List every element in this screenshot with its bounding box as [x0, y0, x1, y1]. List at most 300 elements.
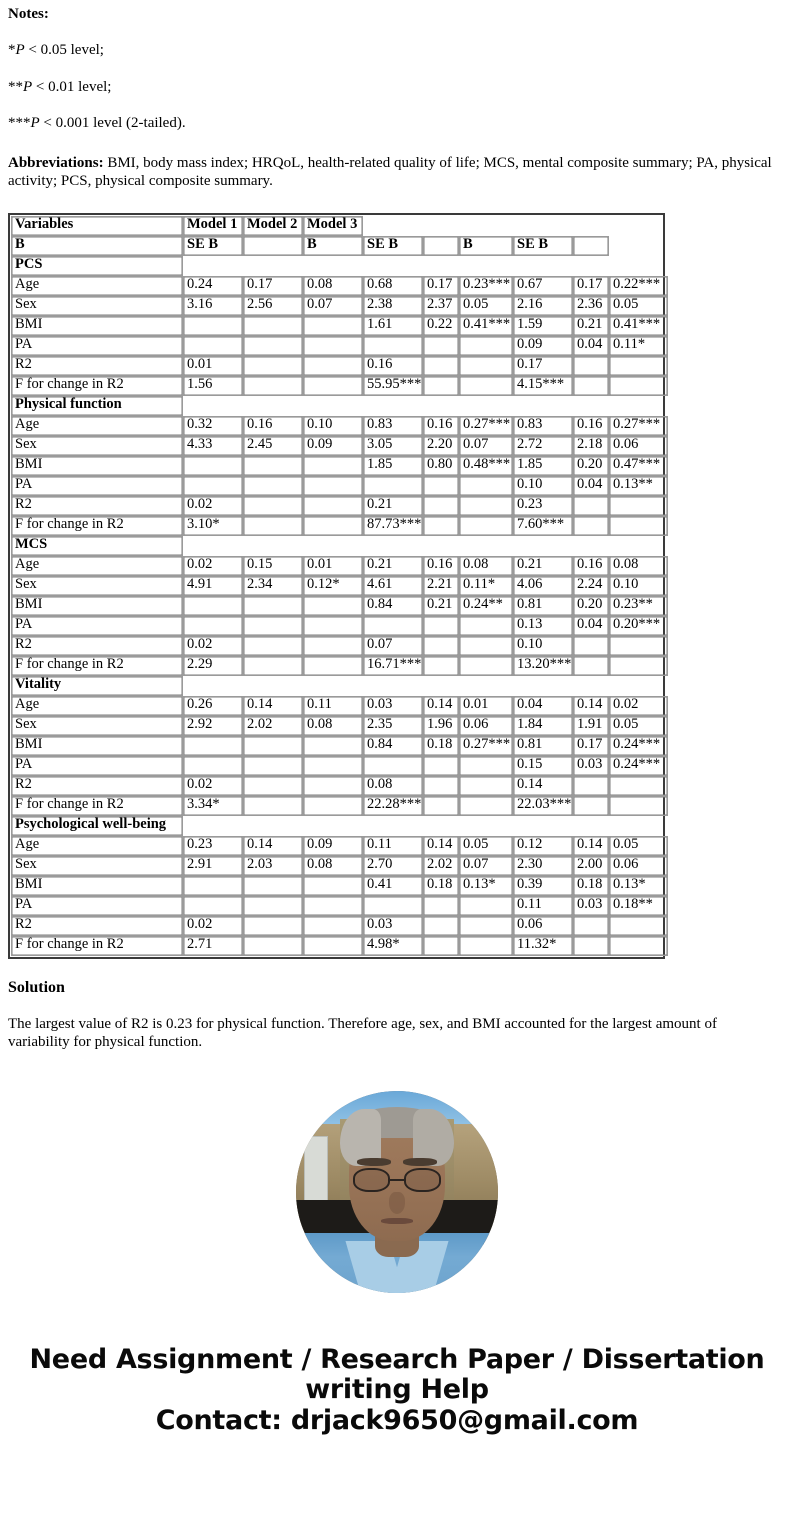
data-cell	[303, 756, 363, 776]
data-cell: 0.07	[459, 436, 513, 456]
abbreviations-label: Abbreviations:	[8, 155, 104, 171]
photo-glasses-bridge	[390, 1179, 404, 1181]
data-cell: 0.08	[363, 776, 423, 796]
section-title-pcs: PCS	[11, 256, 183, 276]
data-cell	[573, 636, 609, 656]
empty-cell	[459, 676, 513, 696]
empty-cell	[609, 816, 668, 836]
data-cell: 0.18	[573, 876, 609, 896]
empty-cell	[573, 816, 609, 836]
note-line-p01	[8, 79, 786, 96]
data-cell: 0.16	[423, 556, 459, 576]
empty-cell	[183, 816, 243, 836]
data-cell: 3.10*	[183, 516, 243, 536]
data-cell: 2.56	[243, 296, 303, 316]
empty-cell	[363, 676, 423, 696]
note-italic-p: P	[23, 78, 33, 95]
table-row	[11, 516, 668, 536]
table-row	[11, 456, 668, 476]
data-cell: 0.21	[363, 556, 423, 576]
data-cell: 0.07	[303, 296, 363, 316]
data-cell: 0.17	[513, 356, 573, 376]
table-row	[11, 356, 668, 376]
data-cell: 2.21	[423, 576, 459, 596]
data-cell	[243, 616, 303, 636]
table-row	[11, 476, 668, 496]
data-cell: 87.73***	[363, 516, 423, 536]
data-cell: 16.71***	[363, 656, 423, 676]
data-cell: 1.84	[513, 716, 573, 736]
table-row	[11, 376, 668, 396]
photo-lens-left	[353, 1168, 390, 1192]
note-rest: < 0.001 level (2-tailed).	[39, 114, 186, 131]
table-row	[11, 796, 668, 816]
data-cell	[423, 356, 459, 376]
data-cell	[459, 616, 513, 636]
row-label-pa: PA	[11, 336, 183, 356]
empty-cell	[513, 396, 573, 416]
empty-cell	[513, 256, 573, 276]
data-cell: 0.06	[459, 716, 513, 736]
data-cell: 2.02	[423, 856, 459, 876]
data-cell: 0.24	[183, 276, 243, 296]
data-cell: 0.14	[573, 836, 609, 856]
data-cell: 0.11	[513, 896, 573, 916]
data-cell	[303, 736, 363, 756]
data-cell: 1.85	[363, 456, 423, 476]
solution-section	[8, 979, 786, 1052]
note-line-p05	[8, 42, 786, 59]
promo-line-3: Contact: drjack9650@gmail.com	[155, 1404, 639, 1436]
data-cell: 0.08	[303, 856, 363, 876]
data-cell: 0.67	[513, 276, 573, 296]
data-cell: 2.36	[573, 296, 609, 316]
row-label-f-for-change-in-r2: F for change in R2	[11, 656, 183, 676]
column-header-variables: Variables	[11, 216, 183, 236]
note-stars: ***	[8, 114, 31, 131]
data-cell	[459, 336, 513, 356]
data-cell	[303, 936, 363, 956]
data-cell: 4.33	[183, 436, 243, 456]
empty-cell	[423, 256, 459, 276]
column-header-se-b-4: SE B	[363, 236, 423, 256]
data-cell	[183, 896, 243, 916]
data-cell	[243, 596, 303, 616]
data-cell: 0.22	[423, 316, 459, 336]
data-cell	[363, 336, 423, 356]
data-cell: 4.91	[183, 576, 243, 596]
data-cell: 55.95***	[363, 376, 423, 396]
empty-cell	[303, 256, 363, 276]
data-cell	[303, 916, 363, 936]
data-cell: 2.29	[183, 656, 243, 676]
data-cell	[183, 476, 243, 496]
data-cell: 2.72	[513, 436, 573, 456]
data-cell: 0.16	[363, 356, 423, 376]
data-cell: 0.12	[513, 836, 573, 856]
empty-cell	[609, 236, 668, 256]
note-italic-p: P	[30, 114, 40, 131]
empty-cell	[513, 536, 573, 556]
row-label-r2: R2	[11, 916, 183, 936]
table-header-row-coefficients	[11, 236, 668, 256]
data-cell	[423, 796, 459, 816]
data-cell: 0.08	[609, 556, 668, 576]
row-label-age: Age	[11, 696, 183, 716]
empty-cell	[573, 256, 609, 276]
data-cell	[183, 456, 243, 476]
data-cell	[303, 776, 363, 796]
empty-cell	[363, 816, 423, 836]
data-cell	[183, 756, 243, 776]
data-cell	[609, 636, 668, 656]
table-row	[11, 416, 668, 436]
data-cell: 2.30	[513, 856, 573, 876]
data-cell: 0.48***	[459, 456, 513, 476]
section-title-mcs: MCS	[11, 536, 183, 556]
data-cell: 0.05	[459, 296, 513, 316]
table-row	[11, 316, 668, 336]
data-cell	[243, 796, 303, 816]
table-row	[11, 556, 668, 576]
data-cell	[183, 616, 243, 636]
data-cell	[243, 636, 303, 656]
data-cell: 2.38	[363, 296, 423, 316]
column-header-se-b-7: SE B	[513, 236, 573, 256]
data-cell: 0.80	[423, 456, 459, 476]
data-cell: 0.11*	[459, 576, 513, 596]
data-cell: 0.23***	[459, 276, 513, 296]
data-cell	[303, 796, 363, 816]
data-cell	[423, 496, 459, 516]
data-cell: 0.03	[573, 756, 609, 776]
empty-cell	[459, 396, 513, 416]
data-cell	[609, 776, 668, 796]
promo-banner	[8, 1345, 786, 1436]
data-cell: 0.10	[513, 636, 573, 656]
data-cell: 0.23**	[609, 596, 668, 616]
row-label-bmi: BMI	[11, 736, 183, 756]
data-cell	[243, 496, 303, 516]
row-label-sex: Sex	[11, 856, 183, 876]
row-label-f-for-change-in-r2: F for change in R2	[11, 376, 183, 396]
row-label-age: Age	[11, 416, 183, 436]
data-cell	[303, 456, 363, 476]
abbreviations-paragraph	[8, 154, 778, 191]
data-cell: 4.98*	[363, 936, 423, 956]
data-cell	[243, 656, 303, 676]
data-cell: 2.91	[183, 856, 243, 876]
table-row	[11, 336, 668, 356]
table-section-row	[11, 256, 668, 276]
data-cell	[573, 356, 609, 376]
data-cell: 0.20	[573, 456, 609, 476]
photo-lens-right	[404, 1168, 441, 1192]
abbreviations-text: BMI, body mass index; HRQoL, health-related quality of life; MCS, mental composite summary; PA, physical activity; PCS, physical composite summary.	[8, 155, 772, 190]
data-cell: 0.20***	[609, 616, 668, 636]
data-cell: 0.14	[423, 836, 459, 856]
data-cell: 0.02	[183, 776, 243, 796]
data-cell	[303, 316, 363, 336]
data-cell	[303, 876, 363, 896]
table-row	[11, 616, 668, 636]
column-header-model-3: Model 3	[303, 216, 363, 236]
row-label-age: Age	[11, 276, 183, 296]
empty-cell	[303, 676, 363, 696]
data-cell: 0.24**	[459, 596, 513, 616]
data-cell	[459, 916, 513, 936]
section-title-psychological-well-being: Psychological well-being	[11, 816, 183, 836]
empty-cell	[459, 536, 513, 556]
data-cell	[243, 876, 303, 896]
table-section-row	[11, 396, 668, 416]
table-row	[11, 936, 668, 956]
row-label-bmi: BMI	[11, 456, 183, 476]
data-cell	[243, 776, 303, 796]
data-cell: 2.20	[423, 436, 459, 456]
data-cell: 0.84	[363, 736, 423, 756]
empty-cell	[423, 676, 459, 696]
data-cell: 0.04	[573, 616, 609, 636]
empty-cell	[243, 816, 303, 836]
data-cell: 0.14	[243, 836, 303, 856]
empty-cell	[303, 396, 363, 416]
table-row	[11, 296, 668, 316]
row-label-sex: Sex	[11, 436, 183, 456]
row-label-r2: R2	[11, 636, 183, 656]
data-cell: 0.05	[609, 296, 668, 316]
data-cell	[303, 616, 363, 636]
data-cell: 0.02	[609, 696, 668, 716]
photo-eyebrow-right	[403, 1158, 437, 1166]
data-cell: 0.83	[363, 416, 423, 436]
data-cell	[303, 476, 363, 496]
section-title-vitality: Vitality	[11, 676, 183, 696]
column-header-blank-8	[573, 236, 609, 256]
data-cell: 0.23	[183, 836, 243, 856]
table-row	[11, 716, 668, 736]
data-cell: 0.10	[303, 416, 363, 436]
column-header-model-2: Model 2	[243, 216, 303, 236]
data-cell: 0.02	[183, 556, 243, 576]
data-cell	[183, 336, 243, 356]
data-cell: 0.04	[573, 476, 609, 496]
empty-cell	[183, 256, 243, 276]
data-cell: 0.08	[459, 556, 513, 576]
data-cell	[459, 896, 513, 916]
data-cell: 0.08	[303, 716, 363, 736]
empty-cell	[363, 536, 423, 556]
data-cell	[183, 736, 243, 756]
row-label-r2: R2	[11, 496, 183, 516]
note-line-p001	[8, 115, 786, 132]
data-cell: 0.17	[573, 276, 609, 296]
data-cell: 0.22***	[609, 276, 668, 296]
avatar	[296, 1091, 498, 1293]
data-cell: 2.92	[183, 716, 243, 736]
data-cell	[459, 796, 513, 816]
data-cell: 0.41	[363, 876, 423, 896]
data-cell: 3.05	[363, 436, 423, 456]
table-row	[11, 576, 668, 596]
data-cell: 0.14	[573, 696, 609, 716]
data-cell: 0.15	[513, 756, 573, 776]
data-cell: 2.34	[243, 576, 303, 596]
data-cell: 0.11*	[609, 336, 668, 356]
empty-cell	[303, 816, 363, 836]
data-cell: 2.03	[243, 856, 303, 876]
note-rest: < 0.01 level;	[32, 78, 112, 95]
data-cell: 0.02	[183, 916, 243, 936]
data-cell: 0.41***	[459, 316, 513, 336]
table-header-row-models	[11, 216, 668, 236]
data-cell: 0.26	[183, 696, 243, 716]
column-header-se-b-1: SE B	[183, 236, 243, 256]
data-cell: 0.04	[513, 696, 573, 716]
data-cell: 0.03	[363, 696, 423, 716]
data-cell	[243, 736, 303, 756]
column-header-b-6: B	[459, 236, 513, 256]
data-cell: 0.21	[423, 596, 459, 616]
data-cell: 0.13**	[609, 476, 668, 496]
data-cell: 0.81	[513, 596, 573, 616]
data-cell: 0.16	[243, 416, 303, 436]
data-cell: 0.08	[303, 276, 363, 296]
data-cell: 0.15	[243, 556, 303, 576]
data-cell: 22.03***	[513, 796, 573, 816]
data-cell: 0.02	[183, 496, 243, 516]
section-title-physical-function: Physical function	[11, 396, 183, 416]
row-label-sex: Sex	[11, 296, 183, 316]
data-cell: 4.61	[363, 576, 423, 596]
data-cell: 0.11	[303, 696, 363, 716]
data-cell	[243, 376, 303, 396]
data-cell: 0.09	[303, 436, 363, 456]
empty-cell	[183, 536, 243, 556]
empty-cell	[183, 396, 243, 416]
data-cell: 0.01	[183, 356, 243, 376]
data-cell	[423, 376, 459, 396]
empty-cell	[573, 216, 609, 236]
data-cell	[609, 376, 668, 396]
data-cell	[303, 356, 363, 376]
data-cell: 0.09	[513, 336, 573, 356]
data-cell	[303, 596, 363, 616]
data-cell: 0.14	[513, 776, 573, 796]
data-cell: 0.13	[513, 616, 573, 636]
data-cell: 0.03	[573, 896, 609, 916]
data-cell: 0.06	[609, 856, 668, 876]
data-cell: 0.13*	[459, 876, 513, 896]
empty-cell	[459, 216, 513, 236]
empty-cell	[573, 536, 609, 556]
data-cell: 0.20	[573, 596, 609, 616]
data-cell: 2.02	[243, 716, 303, 736]
table-row	[11, 636, 668, 656]
data-cell: 0.32	[183, 416, 243, 436]
regression-table-body	[11, 216, 668, 956]
row-label-bmi: BMI	[11, 876, 183, 896]
data-cell	[303, 896, 363, 916]
table-section-row	[11, 676, 668, 696]
data-cell: 2.24	[573, 576, 609, 596]
data-cell: 0.18	[423, 736, 459, 756]
empty-cell	[423, 816, 459, 836]
empty-cell	[243, 676, 303, 696]
note-stars: *	[8, 42, 16, 59]
empty-cell	[243, 396, 303, 416]
empty-cell	[459, 816, 513, 836]
data-cell	[243, 916, 303, 936]
row-label-age: Age	[11, 836, 183, 856]
data-cell: 0.10	[609, 576, 668, 596]
data-cell: 0.03	[363, 916, 423, 936]
data-cell	[459, 776, 513, 796]
data-cell	[243, 356, 303, 376]
empty-cell	[363, 396, 423, 416]
data-cell: 0.21	[513, 556, 573, 576]
data-cell	[303, 496, 363, 516]
table-row	[11, 916, 668, 936]
data-cell	[573, 936, 609, 956]
data-cell	[459, 656, 513, 676]
empty-cell	[609, 536, 668, 556]
data-cell	[423, 336, 459, 356]
empty-cell	[573, 396, 609, 416]
data-cell	[609, 656, 668, 676]
data-cell: 0.21	[363, 496, 423, 516]
data-cell	[609, 516, 668, 536]
data-cell	[573, 776, 609, 796]
table-section-row	[11, 536, 668, 556]
data-cell	[459, 496, 513, 516]
data-cell: 3.34*	[183, 796, 243, 816]
data-cell	[609, 356, 668, 376]
data-cell: 2.00	[573, 856, 609, 876]
data-cell	[609, 796, 668, 816]
empty-cell	[609, 676, 668, 696]
data-cell: 0.05	[609, 836, 668, 856]
table-section-row	[11, 816, 668, 836]
data-cell	[459, 636, 513, 656]
data-cell: 0.14	[423, 696, 459, 716]
note-stars: **	[8, 78, 23, 95]
data-cell	[423, 476, 459, 496]
data-cell: 0.24***	[609, 736, 668, 756]
table-row	[11, 436, 668, 456]
data-cell: 1.59	[513, 316, 573, 336]
regression-table-container	[8, 213, 665, 959]
data-cell: 4.06	[513, 576, 573, 596]
data-cell: 2.45	[243, 436, 303, 456]
empty-cell	[363, 216, 423, 236]
data-cell: 2.71	[183, 936, 243, 956]
data-cell: 0.24***	[609, 756, 668, 776]
data-cell	[573, 496, 609, 516]
data-cell: 0.01	[303, 556, 363, 576]
data-cell: 0.04	[573, 336, 609, 356]
data-cell: 0.01	[459, 696, 513, 716]
data-cell: 2.18	[573, 436, 609, 456]
data-cell	[423, 616, 459, 636]
table-row	[11, 876, 668, 896]
data-cell: 0.83	[513, 416, 573, 436]
empty-cell	[423, 536, 459, 556]
table-row	[11, 836, 668, 856]
data-cell	[303, 516, 363, 536]
data-cell	[423, 896, 459, 916]
data-cell	[243, 316, 303, 336]
